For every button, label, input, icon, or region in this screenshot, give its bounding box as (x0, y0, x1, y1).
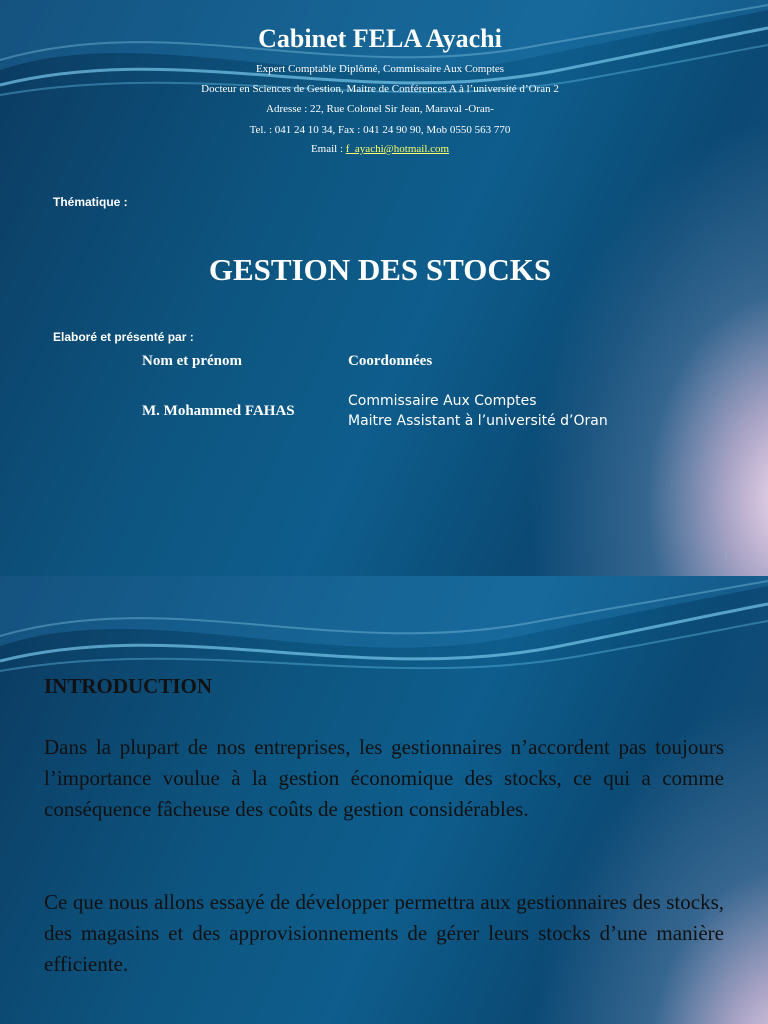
paragraph-1: Dans la plupart de nos entreprises, les gestionnaires n’accordent pas toujours l’importance voulue à la gestion économique des stocks, ce qui a comme conséquence fâcheuse des coûts de gestion considérables. (44, 735, 724, 821)
info-line-address: Adresse : 22, Rue Colonel Sir Jean, Maraval -Oran- (266, 103, 494, 115)
info-line-qualification: Expert Comptable Diplômé, Commissaire Aux Comptes (255, 63, 505, 75)
column-header-name: Nom et prénom (142, 353, 242, 369)
email-label: Email : (310, 143, 346, 155)
coordinate-line-2: Maitre Assistant à l’université d’Oran (348, 413, 608, 429)
info-line-phone: Tel. : 041 24 10 34, Fax : 041 24 90 90, Mob 0550 563 770 (249, 124, 511, 136)
paragraph-2: Ce que nous allons essayé de développer permettra aux gestionnaires des stocks, des magasins et des approvisionnements de gérer leurs stocks d’une manière efficiente. (44, 890, 724, 976)
coordinate-line-1: Commissaire Aux Comptes (348, 393, 537, 409)
page-number: 1 (723, 551, 728, 561)
email-link[interactable]: f_ayachi@hotmail.com (345, 143, 450, 155)
section-heading: INTRODUCTION (44, 674, 213, 698)
column-header-coordinates: Coordonnées (348, 353, 433, 369)
thematique-label: Thématique : (53, 195, 128, 209)
cabinet-name: Cabinet FELA Ayachi (258, 24, 502, 53)
presenter-name: M. Mohammed FAHAS (142, 403, 295, 419)
info-line-email (0, 143, 760, 155)
presentation-title: GESTION DES STOCKS (208, 252, 552, 287)
info-line-degree: Docteur en Sciences de Gestion, Maitre de Conférences A à l’université d’Oran 2 (201, 83, 559, 95)
wave-decoration (0, 0, 768, 120)
slide-introduction (0, 576, 768, 1024)
presented-by-label: Elaboré et présenté par : (53, 330, 194, 344)
